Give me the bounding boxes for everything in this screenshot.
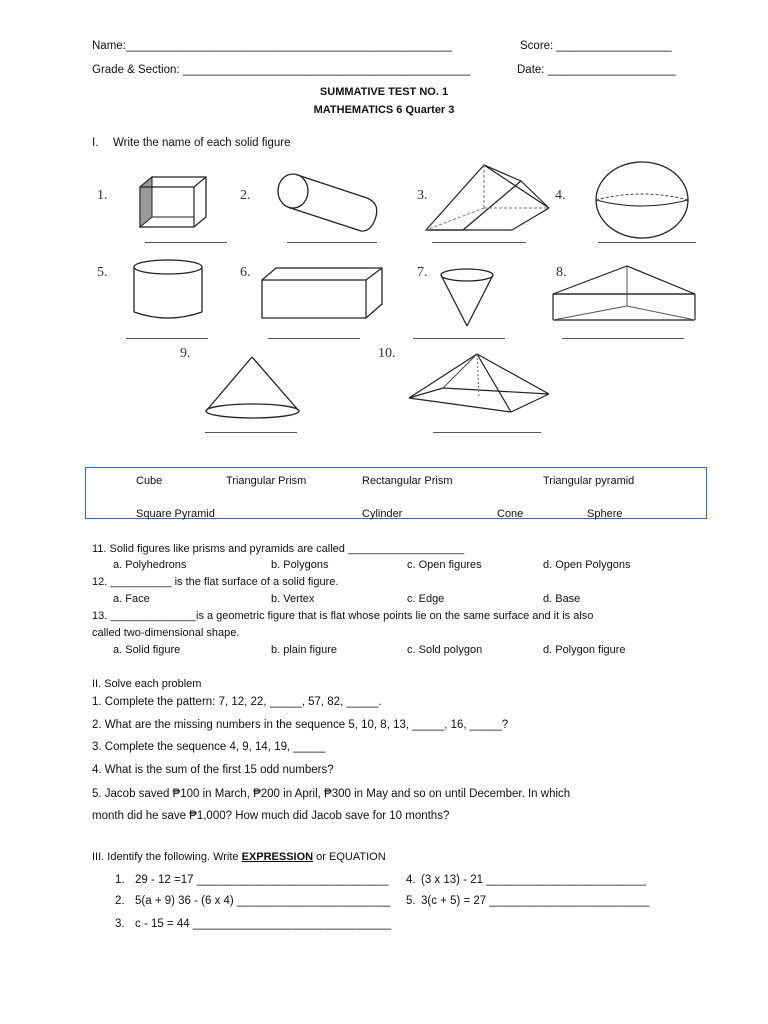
- answer-blank-3[interactable]: [432, 242, 526, 243]
- word-bank-square-pyramid: Square Pyramid: [136, 508, 215, 520]
- part3-heading-post: or EQUATION: [313, 851, 386, 863]
- word-bank-cylinder: Cylinder: [362, 508, 403, 520]
- figure-number-3: 3.: [417, 188, 428, 203]
- figure-number-9: 9.: [180, 346, 191, 361]
- question-11: 11. Solid figures like prisms and pyramids are called ___________________: [92, 543, 465, 555]
- q12-option-d[interactable]: d. Base: [543, 593, 581, 605]
- question-13-line2: called two-dimensional shape.: [92, 627, 240, 639]
- q12-option-a[interactable]: a. Face: [113, 593, 150, 605]
- word-bank-triangular-pyramid: Triangular pyramid: [543, 475, 635, 487]
- figure-number-7: 7.: [417, 265, 428, 280]
- word-bank-rectangular-prism: Rectangular Prism: [362, 475, 453, 487]
- item-4-number: 4.: [406, 874, 416, 886]
- q12-option-b[interactable]: b. Vertex: [271, 593, 315, 605]
- q11-option-c[interactable]: c. Open figures: [407, 559, 482, 571]
- answer-blank-10[interactable]: [433, 432, 541, 433]
- problem-3: 3. Complete the sequence 4, 9, 14, 19, _____: [92, 741, 326, 753]
- part3-heading-pre: III. Identify the following. Write: [92, 851, 242, 863]
- problem-1: 1. Complete the pattern: 7, 12, 22, _____, 57, 82, _____.: [92, 696, 382, 708]
- word-bank-triangular-prism: Triangular Prism: [226, 475, 307, 487]
- name-field[interactable]: Name:___________________________________________________: [92, 40, 453, 52]
- word-bank-cone: Cone: [497, 508, 524, 520]
- problem-4: 4. What is the sum of the first 15 odd numbers?: [92, 764, 334, 776]
- q11-option-b[interactable]: b. Polygons: [271, 559, 329, 571]
- problem-2: 2. What are the missing numbers in the sequence 5, 10, 8, 13, _____, 16, _____?: [92, 719, 509, 731]
- date-field[interactable]: Date: ____________________: [517, 64, 676, 76]
- answer-blank-5[interactable]: [126, 338, 208, 339]
- q11-option-d[interactable]: d. Open Polygons: [543, 559, 631, 571]
- figure-number-6: 6.: [240, 265, 251, 280]
- answer-blank-7[interactable]: [413, 338, 505, 339]
- figure-number-2: 2.: [240, 188, 251, 203]
- question-12: 12. __________ is the flat surface of a solid figure.: [92, 576, 339, 588]
- score-field[interactable]: Score: __________________: [520, 40, 672, 52]
- figure-number-1: 1.: [97, 188, 108, 203]
- q13-option-a[interactable]: a. Solid figure: [113, 644, 181, 656]
- part3-heading: [92, 851, 386, 863]
- test-subtitle: MATHEMATICS 6 Quarter 3: [313, 104, 455, 116]
- figure-number-4: 4.: [555, 188, 566, 203]
- figure-number-5: 5.: [97, 265, 108, 280]
- q11-option-a[interactable]: a. Polyhedrons: [113, 559, 187, 571]
- test-title: SUMMATIVE TEST NO. 1: [319, 86, 449, 98]
- item-3-text[interactable]: c - 15 = 44 _______________________________: [135, 918, 392, 930]
- figure-number-8: 8.: [556, 265, 567, 280]
- q13-option-b[interactable]: b. plain figure: [271, 644, 338, 656]
- word-bank-cube: Cube: [136, 475, 163, 487]
- item-3-number: 3.: [115, 918, 125, 930]
- item-5-number: 5.: [406, 895, 416, 907]
- answer-blank-8[interactable]: [562, 338, 684, 339]
- answer-blank-9[interactable]: [205, 432, 297, 433]
- q13-option-d[interactable]: d. Polygon figure: [543, 644, 626, 656]
- q13-option-c[interactable]: c. Sold polygon: [407, 644, 483, 656]
- grade-section-field[interactable]: Grade & Section: _____________________________________________: [92, 64, 471, 76]
- problem-5-line2: month did he save ₱1,000? How much did Jacob save for 10 months?: [92, 810, 450, 822]
- question-13-line1: 13. ______________is a geometric figure that is flat whose points lie on the same surface and it is also: [92, 610, 594, 622]
- part3-heading-expression: EXPRESSION: [241, 851, 314, 863]
- item-2-number: 2.: [115, 895, 125, 907]
- item-5-text[interactable]: 3(c + 5) = 27 _________________________: [421, 895, 650, 907]
- item-2-text[interactable]: 5(a + 9) 36 - (6 x 4) ________________________: [135, 895, 391, 907]
- answer-blank-4[interactable]: [598, 242, 696, 243]
- answer-blank-2[interactable]: [287, 242, 377, 243]
- answer-blank-1[interactable]: [145, 242, 227, 243]
- word-bank-sphere: Sphere: [587, 508, 623, 520]
- item-1-number: 1.: [115, 874, 125, 886]
- problem-5-line1: 5. Jacob saved ₱100 in March, ₱200 in April, ₱300 in May and so on until December. In which: [92, 788, 571, 800]
- part2-heading: II. Solve each problem: [92, 678, 202, 690]
- answer-blank-6[interactable]: [268, 338, 360, 339]
- q12-option-c[interactable]: c. Edge: [407, 593, 445, 605]
- part1-number: I.: [92, 137, 99, 149]
- part1-heading: Write the name of each solid figure: [113, 137, 291, 149]
- figure-number-10: 10.: [378, 346, 396, 361]
- item-4-text[interactable]: (3 x 13) - 21 _________________________: [421, 874, 647, 886]
- item-1-text[interactable]: 29 - 12 =17 ______________________________: [135, 874, 389, 886]
